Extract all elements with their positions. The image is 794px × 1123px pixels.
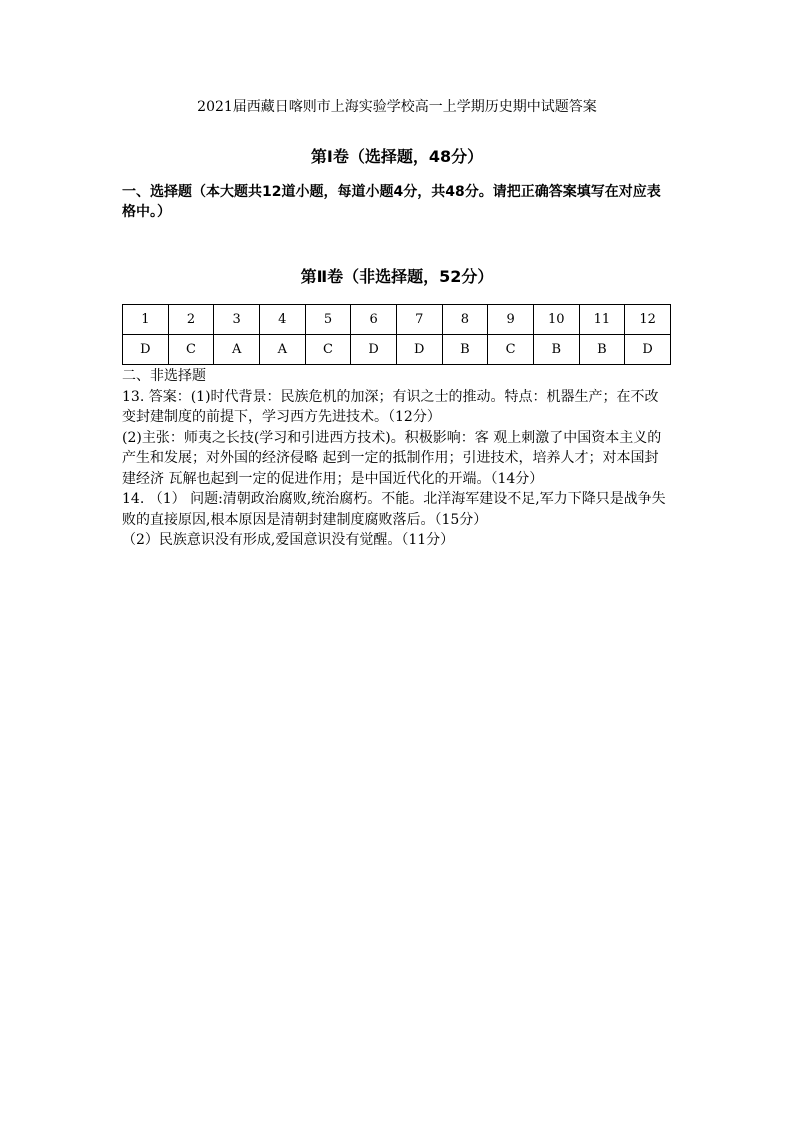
answer-cell: B	[579, 335, 625, 365]
answer-paragraph-13-2: (2)主张：师夷之长技(学习和引进西方技术)。积极影响：客 观上刺激了中国资本主义的产生和发展；对外国的经济侵略 起到一定的抵制作用；引进技术，培养人才；对本国封建经济 瓦解也起到一定的促进作用；是中国近代化的开端。（14分）	[122, 429, 662, 487]
answer-cell: C	[488, 335, 534, 365]
answer-cell: A	[214, 335, 260, 365]
question-number-cell: 6	[351, 305, 397, 335]
answer-cell: D	[396, 335, 442, 365]
question-number-cell: 9	[488, 305, 534, 335]
section-1-heading: 第Ⅰ卷（选择题，48分）	[310, 147, 484, 166]
question-number-cell: 12	[625, 305, 671, 335]
answer-table	[122, 304, 671, 365]
answer-cell: A	[259, 335, 305, 365]
question-number-cell: 7	[396, 305, 442, 335]
answer-paragraph-13-1: 13. 答案：(1)时代背景：民族危机的加深；有识之士的推动。特点：机器生产；在不改变封建制度的前提下，学习西方先进技术。（12分）	[122, 388, 659, 425]
question-number-cell: 2	[168, 305, 214, 335]
document-title: 2021届西藏日喀则市上海实验学校高一上学期历史期中试题答案	[197, 99, 597, 115]
question-number-cell: 4	[259, 305, 305, 335]
question-number-row	[123, 305, 671, 335]
question-number-cell: 1	[123, 305, 169, 335]
answer-paragraph-14-2: （2）民族意识没有形成,爱国意识没有觉醒。（11分）	[122, 532, 455, 548]
question-number-cell: 8	[442, 305, 488, 335]
answer-content	[122, 366, 672, 551]
answer-cell: C	[305, 335, 351, 365]
answer-cell: B	[442, 335, 488, 365]
section-1-instructions: 一、选择题（本大题共12道小题，每道小题4分，共48分。请把正确答案填写在对应表格中。）	[122, 184, 661, 220]
question-number-cell: 5	[305, 305, 351, 335]
answer-cell: B	[533, 335, 579, 365]
answer-cell: D	[351, 335, 397, 365]
question-number-cell: 10	[533, 305, 579, 335]
section-2-heading: 第Ⅱ卷（非选择题，52分）	[300, 267, 494, 286]
answer-cell: C	[168, 335, 214, 365]
answer-cell: D	[123, 335, 169, 365]
answer-paragraph-14-1: 14. （1） 问题:清朝政治腐败,统治腐朽。不能。北洋海军建设不足,军力下降只是战争失败的直接原因,根本原因是清朝封建制度腐败落后。（15分）	[122, 491, 666, 528]
answer-cell: D	[625, 335, 671, 365]
question-number-cell: 11	[579, 305, 625, 335]
question-number-cell: 3	[214, 305, 260, 335]
part-2-heading: 二、非选择题	[122, 368, 206, 384]
answer-row	[123, 335, 671, 365]
